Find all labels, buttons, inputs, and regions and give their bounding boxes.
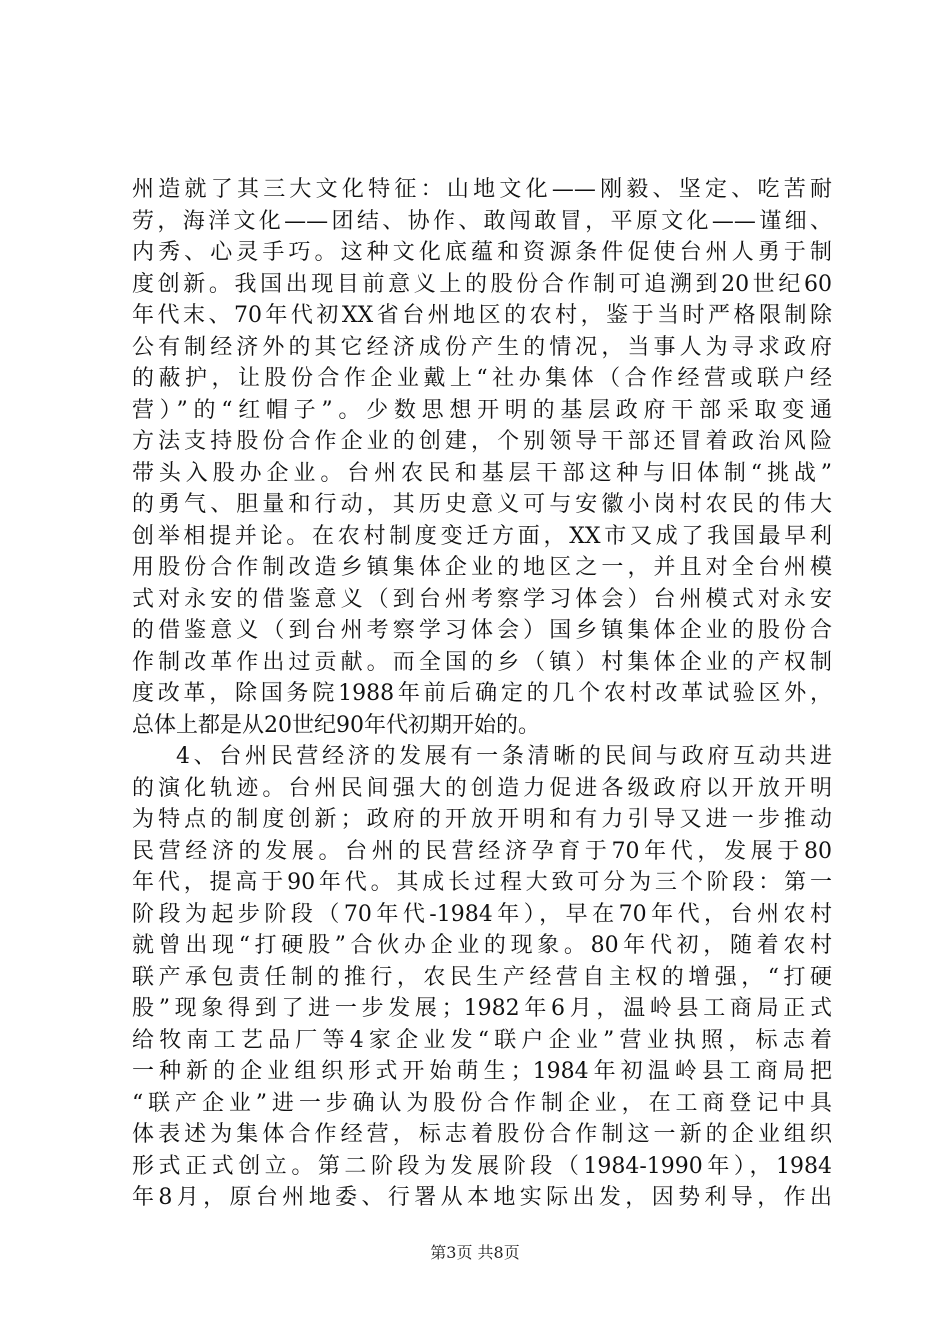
paragraph [132,741,832,1214]
text-line: 股”现象得到了进一步发展；1982年6月，温岭县工商局正式 [132,996,832,1021]
text-line: 内秀、心灵手巧。这种文化底蕴和资源条件促使台州人勇于制 [132,240,832,265]
text-line: 创举相提并论。在农村制度变迁方面，XX市又成了我国最早利 [132,523,832,549]
text-line: 用股份合作制改造乡镇集体企业的地区之一，并且对全台州模 [132,555,832,580]
text-line: 州造就了其三大文化特征：山地文化——刚毅、坚定、吃苦耐 [132,177,832,202]
text-line: 阶段为起步阶段（70年代-1984年），早在70年代，台州农村 [132,901,832,927]
text-line: 方法支持股份合作企业的创建，个别领导干部还冒着政治风险 [132,429,832,454]
text-line: 的勇气、胆量和行动，其历史意义可与安徽小岗村农民的伟大 [132,492,832,517]
text-line: 劳，海洋文化——团结、协作、敢闯敢冒，平原文化——谨细、 [132,208,832,234]
text-line: 就曾出现“打硬股”合伙办企业的现象。80年代初，随着农村 [132,933,832,958]
body-text [132,174,832,1214]
text-line: 联产承包责任制的推行，农民生产经营自主权的增强，“打硬 [132,964,832,990]
text-line: 作制改革作出过贡献。而全国的乡（镇）村集体企业的产权制 [132,649,832,675]
text-line: 给牧南工艺品厂等4家企业发“联户企业”营业执照，标志着 [132,1027,832,1053]
text-line: 营）”的“红帽子”。少数思想开明的基层政府干部采取变通 [132,397,832,423]
text-line: 形式正式创立。第二阶段为发展阶段（1984-1990年），1984 [132,1153,832,1179]
text-line: 体表述为集体合作经营，标志着股份合作制这一新的企业组织 [132,1122,832,1147]
text-line: 为特点的制度创新；政府的开放开明和有力引导又进一步推动 [132,807,832,832]
text-line: 式对永安的借鉴意义（到台州考察学习体会）台州模式对永安 [132,586,832,612]
text-line: 民营经济的发展。台州的民营经济孕育于70年代，发展于80 [132,838,832,864]
page-number: 第3页 共8页 [430,1243,520,1262]
text-line: 公有制经济外的其它经济成份产生的情况，当事人为寻求政府 [132,334,832,360]
text-line: 度改革，除国务院1988年前后确定的几个农村改革试验区外， [132,681,832,706]
text-line: 4、台州民营经济的发展有一条清晰的民间与政府互动共进 [176,744,832,769]
text-line: 的演化轨迹。台州民间强大的创造力促进各级政府以开放开明 [132,775,832,801]
text-line: 年代末、70年代初XX省台州地区的农村，鉴于当时严格限制除 [132,303,832,328]
page-footer [0,1243,950,1263]
text-line: 度创新。我国出现目前意义上的股份合作制可追溯到20世纪60 [132,271,832,297]
text-line: 的借鉴意义（到台州考察学习体会）国乡镇集体企业的股份合 [132,618,832,643]
text-line: 的蔽护，让股份合作企业戴上“社办集体（合作经营或联户经 [132,366,832,391]
text-line: 带头入股办企业。台州农民和基层干部这种与旧体制“挑战” [132,460,832,486]
text-line: “联产企业”进一步确认为股份合作制企业，在工商登记中具 [132,1090,832,1116]
text-line: 年代，提高于90年代。其成长过程大致可分为三个阶段：第一 [132,870,832,895]
paragraph [132,174,832,741]
text-line: 一种新的企业组织形式开始萌生；1984年初温岭县工商局把 [132,1059,832,1084]
text-line: 总体上都是从20世纪90年代初期开始的。 [132,712,540,738]
text-line: 年8月，原台州地委、行署从本地实际出发，因势利导，作出 [132,1185,832,1210]
